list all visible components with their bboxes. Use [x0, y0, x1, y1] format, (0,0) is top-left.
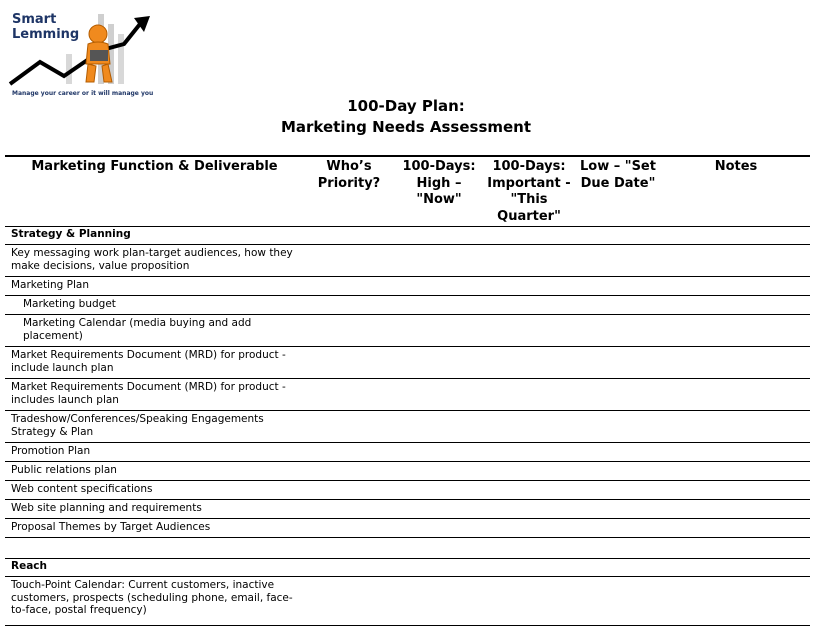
- empty-cell: [394, 379, 484, 411]
- empty-cell: [394, 500, 484, 519]
- deliverable-cell: Marketing Plan: [5, 277, 304, 296]
- empty-cell: [304, 379, 394, 411]
- empty-cell: [662, 538, 810, 559]
- empty-cell: [574, 443, 662, 462]
- empty-cell: [304, 577, 394, 626]
- empty-cell: [484, 519, 574, 538]
- empty-cell: [394, 347, 484, 379]
- section-label: Strategy & Planning: [5, 227, 304, 245]
- empty-cell: [394, 519, 484, 538]
- empty-cell: [394, 538, 484, 559]
- empty-cell: [304, 481, 394, 500]
- empty-cell: [304, 296, 394, 315]
- section-row: [5, 559, 810, 577]
- empty-cell: [484, 347, 574, 379]
- table-body: [5, 227, 810, 626]
- empty-cell: [394, 296, 484, 315]
- empty-cell: [662, 315, 810, 347]
- logo-line-1: Smart: [12, 12, 57, 27]
- empty-cell: [574, 227, 662, 245]
- empty-cell: [574, 500, 662, 519]
- empty-cell: [574, 481, 662, 500]
- empty-cell: [304, 411, 394, 443]
- table-row: [5, 462, 810, 481]
- table-row: [5, 245, 810, 277]
- empty-cell: [304, 500, 394, 519]
- empty-cell: [574, 519, 662, 538]
- page-title: [0, 96, 812, 138]
- table-row: [5, 277, 810, 296]
- empty-cell: [662, 500, 810, 519]
- empty-cell: [662, 519, 810, 538]
- empty-cell: [574, 577, 662, 626]
- empty-cell: [484, 277, 574, 296]
- table-row: [5, 347, 810, 379]
- header-important: 100-Days: Important - "This Quarter": [484, 156, 574, 227]
- empty-cell: [484, 559, 574, 577]
- empty-cell: [662, 347, 810, 379]
- table-header-row: [5, 156, 810, 227]
- empty-cell: [662, 411, 810, 443]
- empty-cell: [574, 538, 662, 559]
- empty-cell: [574, 347, 662, 379]
- section-label: Reach: [5, 559, 304, 577]
- assessment-table: [5, 155, 810, 626]
- empty-cell: [394, 411, 484, 443]
- empty-cell: [662, 296, 810, 315]
- empty-cell: [394, 443, 484, 462]
- empty-cell: [304, 538, 394, 559]
- deliverable-cell: Public relations plan: [5, 462, 304, 481]
- header-notes: Notes: [662, 156, 810, 227]
- deliverable-cell: [5, 538, 304, 559]
- table-row: [5, 481, 810, 500]
- empty-cell: [662, 577, 810, 626]
- empty-cell: [574, 411, 662, 443]
- empty-cell: [304, 315, 394, 347]
- header-low: Low – "Set Due Date": [574, 156, 662, 227]
- empty-cell: [304, 559, 394, 577]
- logo-tagline: Manage your career or it will manage you: [12, 90, 154, 97]
- deliverable-cell: Tradeshow/Conferences/Speaking Engagements Strategy & Plan: [5, 411, 304, 443]
- empty-cell: [662, 277, 810, 296]
- deliverable-cell: Web site planning and requirements: [5, 500, 304, 519]
- empty-cell: [394, 559, 484, 577]
- deliverable-cell: Market Requirements Document (MRD) for product - include launch plan: [5, 347, 304, 379]
- empty-cell: [662, 245, 810, 277]
- empty-cell: [304, 277, 394, 296]
- table-row: [5, 296, 810, 315]
- logo-wordmark: [12, 12, 79, 42]
- empty-cell: [574, 315, 662, 347]
- empty-cell: [484, 227, 574, 245]
- table-row: [5, 315, 810, 347]
- empty-cell: [484, 296, 574, 315]
- deliverable-cell: Web content specifications: [5, 481, 304, 500]
- empty-cell: [304, 245, 394, 277]
- table-row: [5, 379, 810, 411]
- deliverable-cell: Marketing budget: [5, 296, 304, 315]
- empty-cell: [574, 296, 662, 315]
- empty-cell: [662, 227, 810, 245]
- table-row: [5, 443, 810, 462]
- smart-lemming-logo: [6, 4, 166, 98]
- empty-cell: [394, 481, 484, 500]
- deliverable-cell: Marketing Calendar (media buying and add placement): [5, 315, 304, 347]
- title-line-2: Marketing Needs Assessment: [280, 118, 532, 136]
- section-row: [5, 227, 810, 245]
- empty-cell: [484, 315, 574, 347]
- header-high: 100-Days: High – "Now": [394, 156, 484, 227]
- table-row: [5, 500, 810, 519]
- empty-cell: [394, 462, 484, 481]
- empty-cell: [304, 347, 394, 379]
- empty-cell: [484, 245, 574, 277]
- empty-cell: [484, 538, 574, 559]
- empty-cell: [662, 559, 810, 577]
- logo-line-2: Lemming: [12, 27, 80, 42]
- empty-cell: [394, 577, 484, 626]
- empty-cell: [484, 379, 574, 411]
- empty-cell: [484, 577, 574, 626]
- empty-cell: [484, 462, 574, 481]
- empty-cell: [484, 411, 574, 443]
- empty-cell: [574, 379, 662, 411]
- empty-cell: [304, 443, 394, 462]
- deliverable-cell: Key messaging work plan-target audiences, how they make decisions, value proposition: [5, 245, 304, 277]
- empty-cell: [394, 245, 484, 277]
- empty-cell: [304, 519, 394, 538]
- empty-cell: [484, 481, 574, 500]
- deliverable-cell: Promotion Plan: [5, 443, 304, 462]
- empty-cell: [484, 500, 574, 519]
- title-line-1: 100-Day Plan:: [347, 97, 465, 115]
- header-priority: Who’s Priority?: [304, 156, 394, 227]
- empty-cell: [484, 443, 574, 462]
- table-row: [5, 519, 810, 538]
- empty-cell: [662, 443, 810, 462]
- empty-cell: [662, 462, 810, 481]
- empty-cell: [574, 559, 662, 577]
- empty-cell: [574, 245, 662, 277]
- empty-cell: [662, 481, 810, 500]
- table-row: [5, 411, 810, 443]
- empty-cell: [574, 277, 662, 296]
- empty-cell: [394, 277, 484, 296]
- empty-cell: [304, 462, 394, 481]
- empty-cell: [662, 379, 810, 411]
- empty-cell: [574, 462, 662, 481]
- table-row: [5, 538, 810, 559]
- empty-cell: [394, 315, 484, 347]
- deliverable-cell: Touch-Point Calendar: Current customers, inactive customers, prospects (scheduling phone, email, face-to-face, postal frequency): [5, 577, 304, 626]
- deliverable-cell: Market Requirements Document (MRD) for product - includes launch plan: [5, 379, 304, 411]
- table-row: [5, 577, 810, 626]
- empty-cell: [304, 227, 394, 245]
- header-function: Marketing Function & Deliverable: [5, 156, 304, 227]
- empty-cell: [394, 227, 484, 245]
- deliverable-cell: Proposal Themes by Target Audiences: [5, 519, 304, 538]
